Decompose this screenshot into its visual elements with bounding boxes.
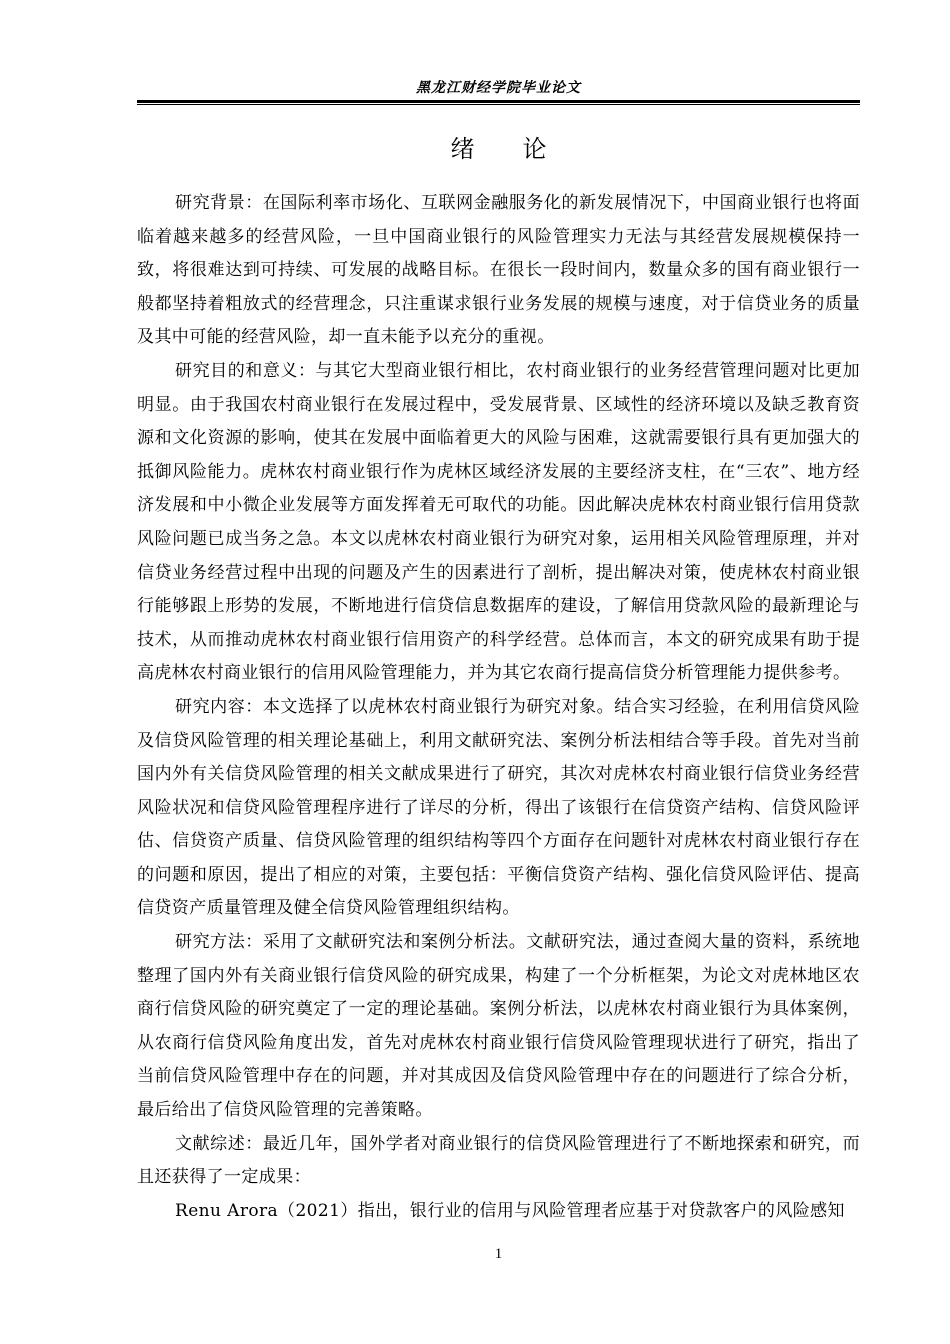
header-double-rule xyxy=(137,100,860,106)
paragraph-content: 研究内容：本文选择了以虎林农村商业银行为研究对象。结合实习经验，在利用信贷风险及信贷风险管理的相关理论基础上，利用文献研究法、案例分析法相结合等手段。首先对当前国内外有关信贷风险管理的相关文献成果进行了研究，其次对虎林农村商业银行信贷业务经营风险状况和信贷风险管理程序进行了详尽的分析，得出了该银行在信贷资产结构、信贷风险评估、信贷资产质量、信贷风险管理的组织结构等四个方面存在问题针对虎林农村商业银行存在的问题和原因，提出了相应的对策，主要包括：平衡信贷资产结构、强化信贷风险评估、提高信贷资产质量管理及健全信贷风险管理组织结构。 xyxy=(137,696,860,919)
header-rule-thick xyxy=(137,100,860,103)
header-rule-thin xyxy=(137,104,860,105)
paragraph-methods: 研究方法：采用了文献研究法和案例分析法。文献研究法，通过查阅大量的资料，系统地整理了国内外有关商业银行信贷风险的研究成果，构建了一个分析框架，为论文对虎林地区农商行信贷风险的研究奠定了一定的理论基础。案例分析法，以虎林农村商业银行为具体案例，从农商行信贷风险角度出发，首先对虎林农村商业银行信贷风险管理现状进行了研究，指出了当前信贷风险管理中存在的问题，并对其成因及信贷风险管理中存在的问题进行了综合分析，最后给出了信贷风险管理的完善策略。 xyxy=(137,932,860,1121)
body-text xyxy=(137,187,860,1228)
paragraph-literature-review: 文献综述：最近几年，国外学者对商业银行的信贷风险管理进行了不断地探索和研究，而且还获得了一定成果： xyxy=(137,1133,860,1188)
paragraph-purpose-significance: 研究目的和意义：与其它大型商业银行相比，农村商业银行的业务经营管理问题对比更加明显。由于我国农村商业银行在发展过程中，受发展背景、区域性的经济环境以及缺乏教育资源和文化资源的影响，使其在发展中面临着更大的风险与困难，这就需要银行具有更加强大的抵御风险能力。虎林农村商业银行作为虎林区域经济发展的主要经济支柱，在“三农”、地方经济发展和中小微企业发展等方面发挥着无可取代的功能。因此解决虎林农村商业银行信用贷款风险问题已成当务之急。本文以虎林农村商业银行为研究对象，运用相关风险管理原理，并对信贷业务经营过程中出现的问题及产生的因素进行了剖析，提出解决对策，使虎林农村商业银行能够跟上形势的发展，不断地进行信贷信息数据库的建设，了解信用贷款风险的最新理论与技术，从而推动虎林农村商业银行信用资产的科学经营。总体而言，本文的研究成果有助于提高虎林农村商业银行的信用风险管理能力，并为其它农商行提高信贷分析管理能力提供参考。 xyxy=(137,360,860,684)
paragraph-citation: Renu Arora（2021）指出，银行业的信用与风险管理者应基于对贷款客户的风险感知 xyxy=(175,1200,845,1221)
chapter-title: 绪论 xyxy=(450,135,595,163)
page-number: 1 xyxy=(494,1246,503,1262)
running-header: 黑龙江财经学院毕业论文 xyxy=(416,80,581,96)
paragraph-background: 研究背景：在国际利率市场化、互联网金融服务化的新发展情况下，中国商业银行也将面临着越来越多的经营风险，一旦中国商业银行的风险管理实力无法与其经营发展规模保持一致，将很难达到可持续、可发展的战略目标。在很长一段时间内，数量众多的国有商业银行一般都坚持着粗放式的经营理念，只注重谋求银行业务发展的规模与速度，对于信贷业务的质量及其中可能的经营风险，却一直未能予以充分的重视。 xyxy=(137,193,860,348)
